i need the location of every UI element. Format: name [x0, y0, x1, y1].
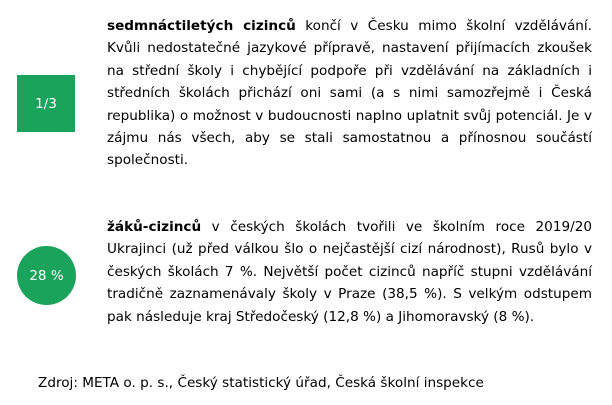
stat-lead: sedmnáctiletých cizinců [107, 18, 296, 34]
source-note: Zdroj: META o. p. s., Český statistický úřad, Česká školní inspekce [38, 375, 484, 391]
stat-body: končí v Česku mimo školní vzdělávání. Kvůli nedostatečné jazykové přípravě, nastavení přijímacích zkoušek na střední školy i chybějící podpoře při vzdělávání na základních i středních školách přichází oni sami (a s nimi samozřejmě i Česká republika) o možnost v budoucnosti naplno uplatnit svůj potenciál. Je v zájmu nás všech, aby se stali samostatnou a přínosnou součástí společnosti. [107, 18, 592, 169]
stat-badge-circle: 28 % [17, 246, 76, 305]
stat-text [107, 216, 592, 328]
stat-body: v českých školách tvořili ve školním roce 2019/20 Ukrajinci (už před válkou šlo o nejčastější cizí národnost), Rusů bylo v českých školách 7 %. Největší počet cizinců napříč stupni vzdělávání tradičně zaznamenávaly školy v Praze (38,5 %). S velkým odstupem pak následuje kraj Středočeský (12,8 %) a Jihomoravský (8 %). [107, 219, 592, 325]
stat-text [107, 15, 592, 172]
stat-badge-square: 1/3 [17, 75, 75, 132]
stat-lead: žáků-cizinců [107, 219, 202, 235]
